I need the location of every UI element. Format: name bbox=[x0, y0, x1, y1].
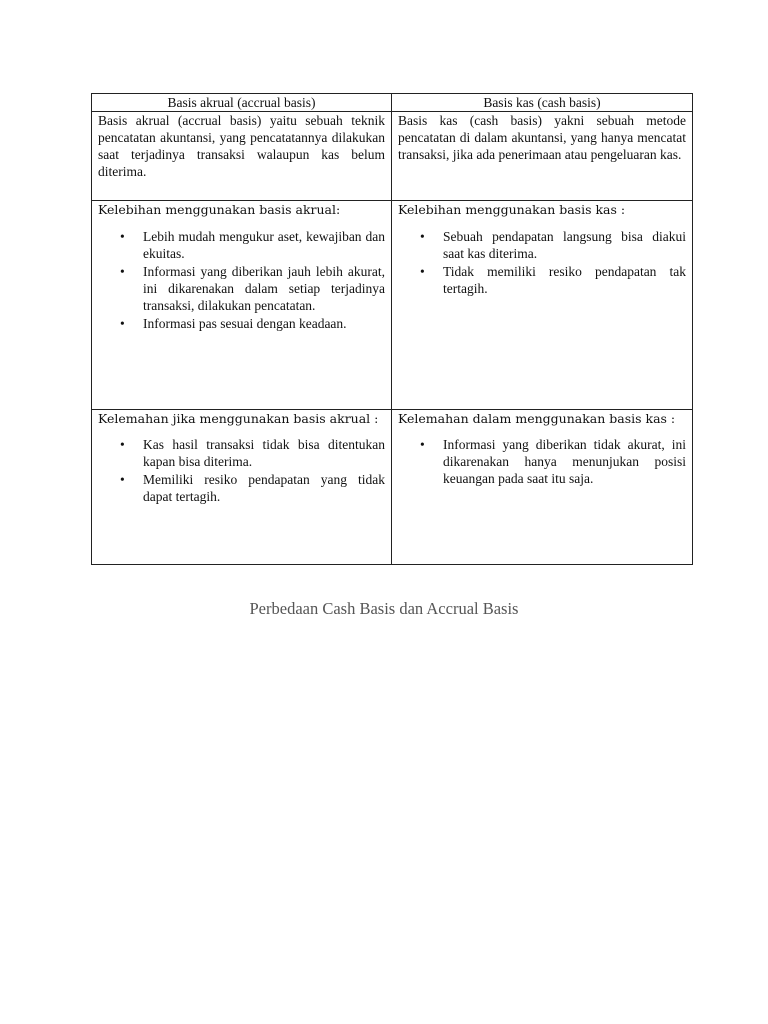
cash-advantages-heading: Kelebihan menggunakan basis kas : bbox=[398, 202, 626, 217]
list-item: • Kas hasil transaksi tidak bisa ditentukan kapan bisa diterima. bbox=[143, 436, 385, 470]
list-item: • Informasi yang diberikan jauh lebih akurat, ini dikarenakan dalam setiap terjadinya transaksi, dilakukan pencatatan. bbox=[143, 263, 385, 314]
disadvantages-row bbox=[92, 410, 693, 565]
advantages-row bbox=[92, 201, 693, 410]
cash-disadvantages-cell bbox=[392, 410, 693, 565]
accrual-definition: Basis akrual (accrual basis) yaitu sebuah teknik pencatatan akuntansi, yang pencatatannya dilakukan saat terjadinya transaksi walaupun kas belum diterima. bbox=[98, 113, 385, 179]
list-item: • Informasi pas sesuai dengan keadaan. bbox=[143, 315, 385, 332]
accrual-advantages-heading: Kelebihan menggunakan basis akrual: bbox=[98, 202, 341, 217]
table-header-row bbox=[92, 94, 693, 112]
list-item: • Memiliki resiko pendapatan yang tidak dapat tertagih. bbox=[143, 471, 385, 505]
cash-definition-cell bbox=[392, 112, 693, 201]
cash-disadvantages-heading: Kelemahan dalam menggunakan basis kas : bbox=[398, 411, 676, 426]
accrual-disadvantages-list bbox=[98, 436, 385, 505]
list-item: • Sebuah pendapatan langsung bisa diakui saat kas diterima. bbox=[443, 228, 686, 262]
cash-disadvantages-list bbox=[398, 436, 686, 487]
accrual-disadvantages-heading: Kelemahan jika menggunakan basis akrual : bbox=[98, 411, 379, 426]
accrual-advantages-cell bbox=[92, 201, 392, 410]
cash-advantages-list bbox=[398, 228, 686, 297]
header-cash-basis: Basis kas (cash basis) bbox=[392, 94, 693, 112]
list-item: • Lebih mudah mengukur aset, kewajiban dan ekuitas. bbox=[143, 228, 385, 262]
cash-definition: Basis kas (cash basis) yakni sebuah metode pencatatan di dalam akuntansi, yang hanya mencatat transaksi, jika ada penerimaan atau pengeluaran kas. bbox=[398, 113, 686, 162]
accrual-disadvantages-cell bbox=[92, 410, 392, 565]
comparison-table bbox=[91, 93, 693, 565]
definition-row bbox=[92, 112, 693, 201]
accrual-definition-cell bbox=[92, 112, 392, 201]
figure-caption: Perbedaan Cash Basis dan Accrual Basis bbox=[249, 599, 519, 618]
list-item: • Informasi yang diberikan tidak akurat, ini dikarenakan hanya menunjukan posisi keuangan pada saat itu saja. bbox=[443, 436, 686, 487]
accrual-advantages-list bbox=[98, 228, 385, 332]
cash-advantages-cell bbox=[392, 201, 693, 410]
list-item: • Tidak memiliki resiko pendapatan tak tertagih. bbox=[443, 263, 686, 297]
header-accrual-basis: Basis akrual (accrual basis) bbox=[92, 94, 392, 112]
